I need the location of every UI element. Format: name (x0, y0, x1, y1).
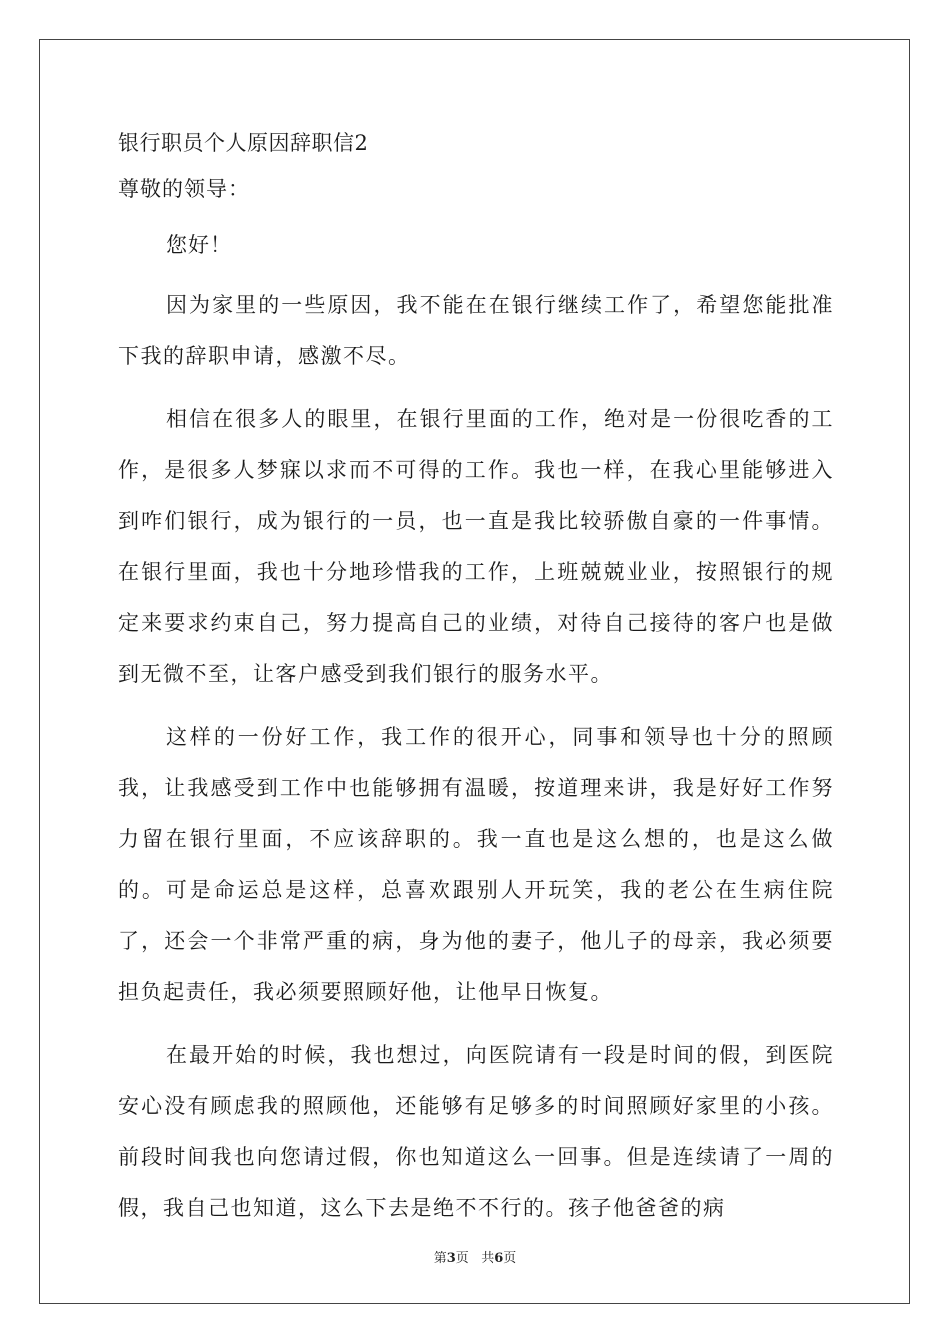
total-pages: 6 (494, 1251, 504, 1266)
paragraph: 在最开始的时候，我也想过，向医院请有一段是时间的假，到医院安心没有顾虑我的照顾他，还能够有足够多的时间照顾好家里的小孩。前段时间我也向您请过假，你也知道这么一回事。但是连续请了一周的假，我自己也知道，这么下去是绝不不行的。孩子他爸爸的病 (118, 1043, 834, 1220)
document-body (118, 128, 834, 1234)
total-suffix: 页 (503, 1251, 517, 1266)
page-suffix: 页 (455, 1251, 469, 1266)
page-prefix: 第 (433, 1251, 447, 1266)
salutation: 尊敬的领导： (118, 177, 250, 201)
page-footer (0, 1247, 950, 1266)
document-title: 银行职员个人原因辞职信2 (118, 131, 369, 155)
paragraph: 这样的一份好工作，我工作的很开心，同事和领导也十分的照顾我，让我感受到工作中也能够拥有温暖，按道理来讲，我是好好工作努力留在银行里面，不应该辞职的。我一直也是这么想的，也是这么做的。可是命运总是这样，总喜欢跟别人开玩笑，我的老公在生病住院了，还会一个非常严重的病，身为他的妻子，他儿子的母亲，我必须要担负起责任，我必须要照顾好他，让他早日恢复。 (118, 725, 834, 1004)
paragraph: 相信在很多人的眼里，在银行里面的工作，绝对是一份很吃香的工作，是很多人梦寐以求而不可得的工作。我也一样，在我心里能够进入到咋们银行，成为银行的一员，也一直是我比较骄傲自豪的一件事情。在银行里面，我也十分地珍惜我的工作，上班兢兢业业，按照银行的规定来要求约束自己，努力提高自己的业绩，对待自己接待的客户也是做到无微不至，让客户感受到我们银行的服务水平。 (118, 407, 834, 686)
greeting: 您好！ (166, 233, 232, 257)
page-number: 3 (446, 1251, 456, 1266)
paragraph: 因为家里的一些原因，我不能在在银行继续工作了，希望您能批准下我的辞职申请，感激不尽。 (118, 293, 834, 368)
total-prefix: 共 (481, 1251, 495, 1266)
